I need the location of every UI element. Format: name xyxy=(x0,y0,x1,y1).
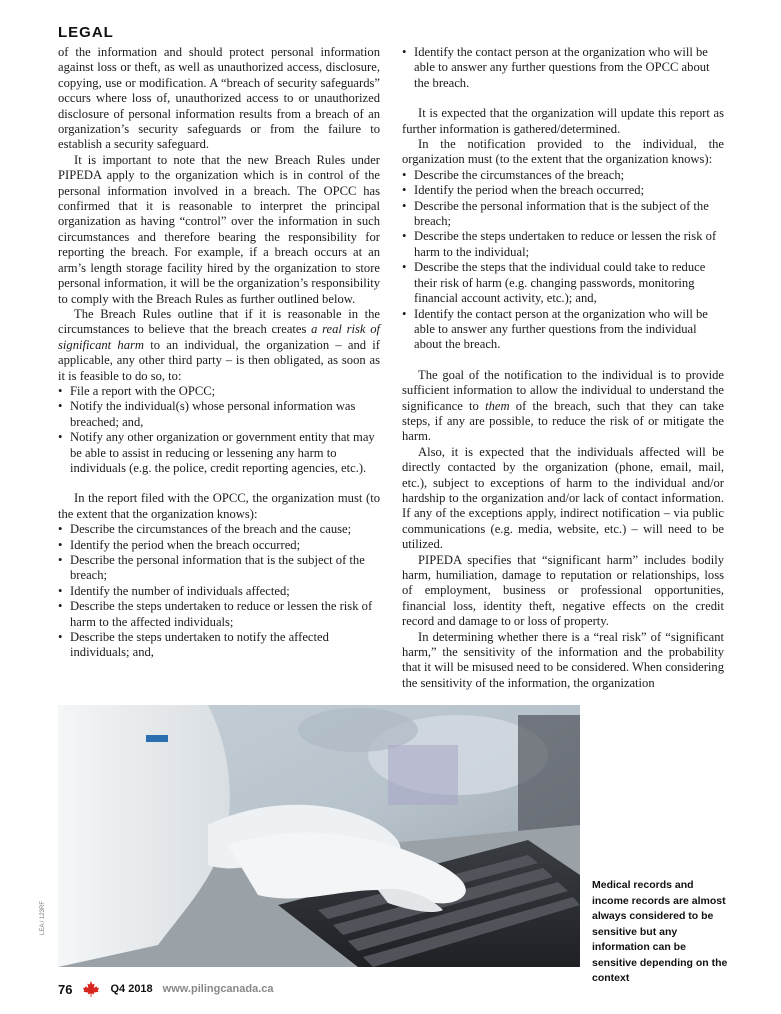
list-item: • Identify the number of individuals affected; xyxy=(58,584,380,599)
paragraph: The Breach Rules outline that if it is reasonable in the circumstances to believe that the breach creates a real risk of significant harm to an individual, the organization – and if applicable, any other third party – is then obligated, as soon as it is feasible to do so, to: xyxy=(58,306,381,383)
list-item: • Describe the circumstances of the breach and the cause; xyxy=(58,522,380,537)
list-item: • Describe the personal information that is the subject of the breach; xyxy=(58,553,380,584)
list-item: • Describe the personal information that is the subject of the breach; xyxy=(402,199,724,230)
paragraph: Also, it is expected that the individuals affected will be directly contacted by the organization (phone, email, mail, etc.), subject to exceptions of harm to the individual and/or hardship to the organization and/or lack of contact information. If any of the exceptions apply, indirect notification – via public communications (e.g. media, website, etc.) – will need to be utilized. xyxy=(402,444,724,552)
list-item: • Notify the individual(s) whose personal information was breached; and, xyxy=(58,399,380,430)
photo-caption: Medical records and income records are almost always considered to be sensitive but any information can be sensitive depending on the context xyxy=(592,879,728,984)
bullet-list xyxy=(58,522,380,661)
left-column xyxy=(58,45,380,661)
list-item: • Describe the circumstances of the breach; xyxy=(402,168,724,183)
bullet-list xyxy=(58,384,380,476)
paragraph: It is important to note that the new Breach Rules under PIPEDA apply to the organization which is in control of the personal information involved in a breach. The OPCC has confirmed that it is reasonable to interpret the principal organization as having “control” over the information in such circumstances and therefore bearing the responsibility for reporting the breach. For example, if a breach occurs at an arm’s length storage facility hired by the organization to store personal information, it will be the organization’s responsibility to comply with the Breach Rules as further outlined below. xyxy=(58,152,380,306)
website-link[interactable]: www.pilingcanada.ca xyxy=(162,983,274,995)
issue-label: Q4 2018 xyxy=(110,983,153,995)
list-item: • Identify the contact person at the organization who will be able to answer any further questions from the individual about the breach. xyxy=(402,307,724,353)
bullet-list xyxy=(402,168,724,353)
paragraph: of the information and should protect personal information against loss or theft, as well as unauthorized access, disclosure, copying, use or modification. A “breach of security safeguards” occurs where loss of, unauthorized access to or unauthorized disclosure of personal information results from a breach of an organization’s security safeguards or from the failure to establish a security safeguard. xyxy=(58,45,380,152)
photo-credit: LEA / 123RF xyxy=(40,900,46,935)
bullet-list xyxy=(402,45,724,91)
page-footer xyxy=(58,980,274,998)
list-item: • Describe the steps undertaken to reduce or lessen the risk of harm to the individual; xyxy=(402,229,724,260)
paragraph: In the notification provided to the individual, the organization must (to the extent that the organization knows): xyxy=(402,137,724,167)
list-item: • Describe the steps undertaken to notify the affected individuals; and, xyxy=(58,630,380,661)
emphasis: them xyxy=(485,398,510,413)
photo-typing-keyboard xyxy=(58,705,580,967)
list-item: • File a report with the OPCC; xyxy=(58,384,380,399)
section-label: LEGAL xyxy=(58,24,114,41)
list-item: • Identify the period when the breach occurred; xyxy=(58,538,380,553)
list-item: • Describe the steps undertaken to reduce or lessen the risk of harm to the affected individuals; xyxy=(58,599,380,630)
list-item: • Notify any other organization or government entity that may be able to assist in reducing or lessening any harm to individuals (e.g. the police, credit reporting agencies, etc.). xyxy=(58,430,380,476)
paragraph: The goal of the notification to the individual is to provide sufficient information to allow the individual to understand the significance to them of the breach, such that they can take steps, if any are possible, to reduce the risk of or mitigate the harm. xyxy=(402,367,724,444)
list-item: • Identify the contact person at the organization who will be able to answer any further questions from the OPCC about the breach. xyxy=(402,45,724,91)
list-item: • Identify the period when the breach occurred; xyxy=(402,183,724,198)
paragraph: In determining whether there is a “real risk” of “significant harm,” the sensitivity of the information and the probability that it will be misused need to be considered. When considering the sensitivity of the information, the organization xyxy=(402,629,724,690)
paragraph: It is expected that the organization will update this report as further information is gathered/determined. xyxy=(402,106,724,136)
photo-illustration xyxy=(58,705,580,967)
paragraph: PIPEDA specifies that “significant harm” includes bodily harm, humiliation, damage to reputation or relationships, loss of employment, business or professional opportunities, financial loss, identity theft, negative effects on the credit record and damage to or loss of property. xyxy=(402,552,724,629)
page-number: 76 xyxy=(58,981,73,997)
maple-leaf-icon xyxy=(82,980,100,998)
paragraph: In the report filed with the OPCC, the organization must (to the extent that the organization knows): xyxy=(58,491,380,521)
emphasis: a real risk of significant harm xyxy=(58,322,381,352)
list-item: • Describe the steps that the individual could take to reduce their risk of harm (e.g. changing passwords, monitoring financial account activity, etc.); and, xyxy=(402,260,724,306)
right-column xyxy=(402,45,724,691)
